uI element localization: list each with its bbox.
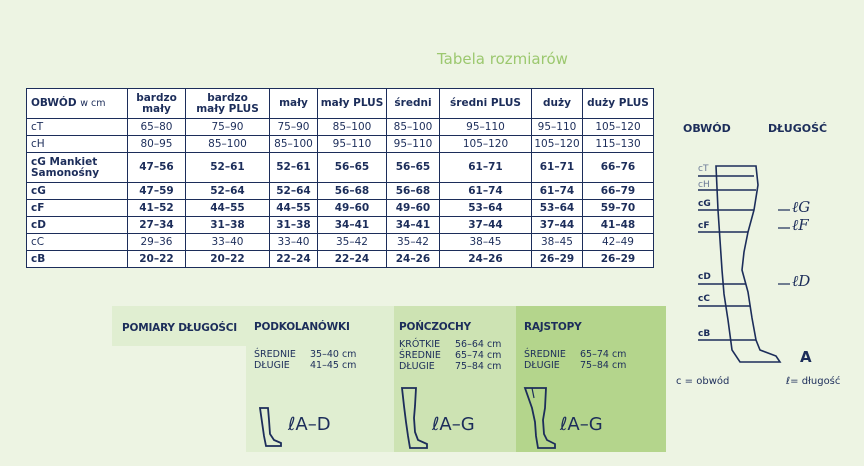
table-cell: 52–61: [270, 153, 318, 183]
row-label-line: cD: [31, 219, 46, 231]
table-cell: 22–24: [270, 251, 318, 268]
table-cell: 85–100: [186, 136, 270, 153]
table-cell: 24–26: [387, 251, 440, 268]
table-cell: 53–64: [532, 200, 583, 217]
table-cell: 33–40: [186, 234, 270, 251]
page-title: Tabela rozmiarów: [437, 50, 568, 68]
table-cell: 95–110: [387, 136, 440, 153]
leg-outline: [716, 166, 780, 362]
table-cell: 27–34: [128, 217, 186, 234]
table-cell: 31–38: [270, 217, 318, 234]
corner-unit: w cm: [80, 98, 106, 109]
col-header-line: mały PLUS: [196, 102, 259, 115]
table-cell: 37–44: [440, 217, 532, 234]
row-label-line: cG Mankiet: [31, 155, 98, 168]
podkolanowki-title: PODKOLANÓWKI: [254, 321, 350, 333]
table-cell: 44–55: [186, 200, 270, 217]
length-row-label: ŚREDNIE: [524, 349, 566, 360]
cf-label: cF: [698, 221, 710, 231]
table-cell: 31–38: [186, 217, 270, 234]
row-label-line: cH: [31, 138, 45, 150]
length-row-value: 65–74 cm: [580, 349, 627, 360]
table-cell: 80–95: [128, 136, 186, 153]
table-cell: 44–55: [270, 200, 318, 217]
corner-label: OBWÓD: [31, 97, 77, 109]
table-cell: 52–64: [186, 183, 270, 200]
obwod-heading: OBWÓD: [683, 122, 731, 135]
podkolanowki-range: ℓA–D: [288, 414, 331, 435]
table-cell: 85–100: [270, 136, 318, 153]
table-cell: 61–71: [532, 153, 583, 183]
table-cell: 56–65: [387, 153, 440, 183]
col-header: mały: [270, 89, 318, 119]
length-row-label: KRÓTKIE: [399, 339, 441, 350]
legend-length: ℓ= długość: [786, 376, 841, 387]
table-cell: 75–90: [270, 119, 318, 136]
table-cell: 115–130: [583, 136, 654, 153]
table-cell: 105–120: [532, 136, 583, 153]
length-ticks: [778, 210, 790, 284]
col-header: duży PLUS: [583, 89, 654, 119]
row-label-line: cC: [31, 236, 45, 248]
cg-label: cG: [698, 199, 711, 209]
length-row-value: 75–84 cm: [580, 360, 627, 371]
ponczochy-range: ℓA–G: [432, 414, 475, 435]
table-cell: 105–120: [440, 136, 532, 153]
table-cell: 61–74: [532, 183, 583, 200]
a-label: A: [800, 348, 812, 366]
table-cell: 42–49: [583, 234, 654, 251]
col-header: średni PLUS: [440, 89, 532, 119]
length-row-label: DŁUGIE: [254, 360, 290, 371]
col-header-line: mały: [142, 102, 171, 115]
cd-label: cD: [698, 272, 711, 282]
table-cell: 47–56: [128, 153, 186, 183]
table-cell: 41–52: [128, 200, 186, 217]
ct-label: cT: [698, 164, 709, 174]
table-cell: 41–48: [583, 217, 654, 234]
table-cell: 61–71: [440, 153, 532, 183]
table-cell: 56–68: [318, 183, 387, 200]
length-row-value: 56–64 cm: [455, 339, 502, 350]
table-cell: 66–76: [583, 153, 654, 183]
col-header-line: bardzo: [136, 91, 177, 104]
table-cell: 34–41: [387, 217, 440, 234]
length-row-label: DŁUGIE: [399, 361, 435, 372]
table-cell: 52–64: [270, 183, 318, 200]
table-cell: 26–29: [532, 251, 583, 268]
table-cell: 20–22: [128, 251, 186, 268]
table-cell: 66–79: [583, 183, 654, 200]
table-cell: 56–65: [318, 153, 387, 183]
table-cell: 75–90: [186, 119, 270, 136]
ch-label: cH: [698, 180, 710, 190]
col-header: mały PLUS: [318, 89, 387, 119]
length-row-label: ŚREDNIE: [399, 350, 441, 361]
table-cell: 49–60: [318, 200, 387, 217]
row-label-line: Samonośny: [31, 166, 100, 179]
table-cell: 52–61: [186, 153, 270, 183]
length-row-value: 35–40 cm: [310, 349, 357, 360]
table-cell: 95–110: [318, 136, 387, 153]
table-cell: 105–120: [583, 119, 654, 136]
table-cell: 20–22: [186, 251, 270, 268]
table-cell: 47–59: [128, 183, 186, 200]
table-cell: 22–24: [318, 251, 387, 268]
table-cell: 38–45: [532, 234, 583, 251]
table-cell: 85–100: [387, 119, 440, 136]
lengths-heading: POMIARY DŁUGOŚCI: [122, 322, 238, 334]
row-label-line: cB: [31, 253, 46, 265]
col-header: średni: [387, 89, 440, 119]
table-cell: 59–70: [583, 200, 654, 217]
table-cell: 35–42: [318, 234, 387, 251]
table-cell: 33–40: [270, 234, 318, 251]
length-row-label: ŚREDNIE: [254, 349, 296, 360]
lg-label: ℓG: [792, 198, 811, 216]
table-cell: 49–60: [387, 200, 440, 217]
length-row-label: DŁUGIE: [524, 360, 560, 371]
length-row-value: 41–45 cm: [310, 360, 357, 371]
table-cell: 34–41: [318, 217, 387, 234]
table-cell: 37–44: [532, 217, 583, 234]
col-header-line: bardzo: [207, 91, 248, 104]
row-label-line: cG: [31, 185, 46, 197]
ld-label: ℓD: [792, 272, 811, 290]
table-cell: 95–110: [440, 119, 532, 136]
table-cell: 24–26: [440, 251, 532, 268]
legend-circumference: c = obwód: [676, 376, 730, 387]
rajstopy-range: ℓA–G: [560, 414, 603, 435]
table-cell: 53–64: [440, 200, 532, 217]
table-cell: 65–80: [128, 119, 186, 136]
row-label-line: cT: [31, 121, 44, 133]
table-cell: 61–74: [440, 183, 532, 200]
length-row-value: 65–74 cm: [455, 350, 502, 361]
table-cell: 95–110: [532, 119, 583, 136]
cb-label: cB: [698, 329, 711, 339]
row-label-line: cF: [31, 202, 45, 214]
table-cell: 26–29: [583, 251, 654, 268]
ponczochy-title: POŃCZOCHY: [399, 321, 471, 333]
table-cell: 29–36: [128, 234, 186, 251]
table-cell: 35–42: [387, 234, 440, 251]
table-cell: 85–100: [318, 119, 387, 136]
rajstopy-title: RAJSTOPY: [524, 321, 582, 333]
length-row-value: 75–84 cm: [455, 361, 502, 372]
table-cell: 38–45: [440, 234, 532, 251]
table-cell: 56–68: [387, 183, 440, 200]
cc-label: cC: [698, 294, 710, 304]
lf-label: ℓF: [792, 216, 809, 234]
col-header: duży: [532, 89, 583, 119]
dlugosc-heading: DŁUGOŚĆ: [768, 122, 828, 135]
